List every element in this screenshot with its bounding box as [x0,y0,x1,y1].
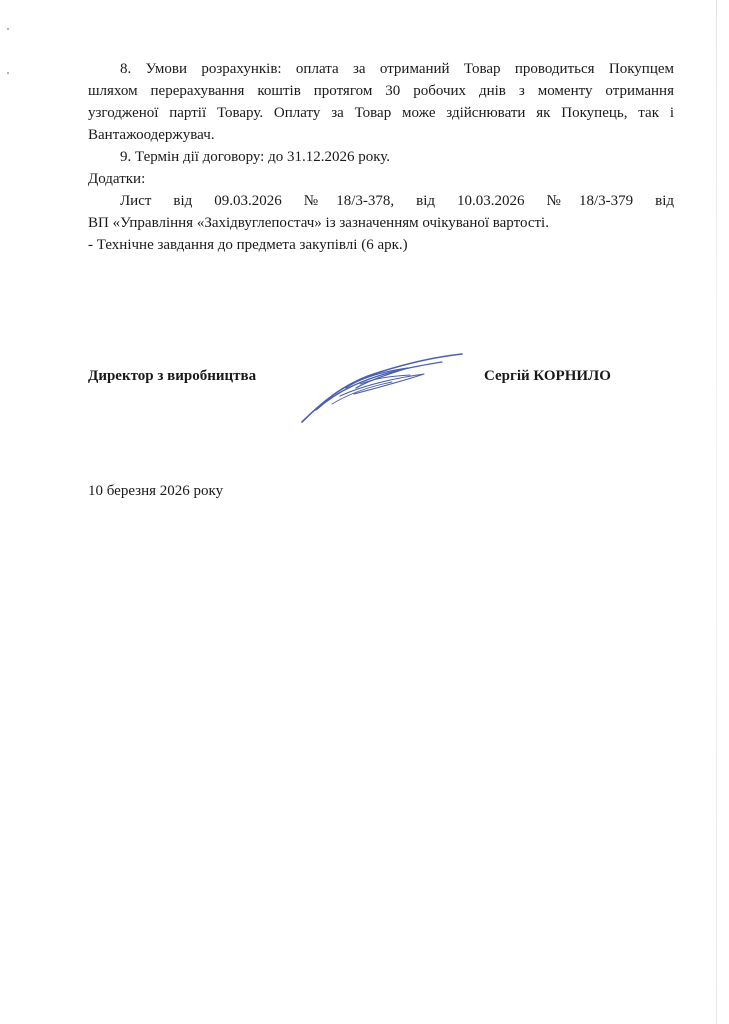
document-date: 10 березня 2026 року [88,483,224,499]
paragraph-8-line-4: Вантажоодержувач. [88,127,215,143]
paragraph-8-line-2: шляхом перерахування коштів протягом 30 робочих днів з моменту отримання [88,83,674,99]
scan-speck [7,72,9,74]
paragraph-9: 9. Термін дії договору: до 31.12.2026 року. [120,149,391,165]
paragraph-8-line-1: 8. Умови розрахунків: оплата за отриманий Товар проводиться Покупцем [120,61,674,77]
attachment-2: - Технічне завдання до предмета закупівлі (6 арк.) [88,237,408,253]
scan-speck [7,28,9,30]
paragraph-8-line-3: узгодженої партії Товару. Оплату за Товар може здійснювати як Покупець, так і [88,105,674,121]
attachment-1-line-1: Лист від 09.03.2026 №18/3-378, від 10.03.2026 №18/3-379 від [120,193,674,209]
signer-position: Директор з виробництва [88,368,257,384]
document-body [88,58,674,256]
signature-row [88,368,674,392]
attachment-1-line-2: ВП «Управління «Західвуглепостач» із зазначенням очікуваної вартості. [88,215,549,231]
scan-edge-shadow [716,0,717,1024]
signer-name: Сергій КОРНИЛО [484,368,611,384]
attachments-label: Додатки: [88,171,146,187]
